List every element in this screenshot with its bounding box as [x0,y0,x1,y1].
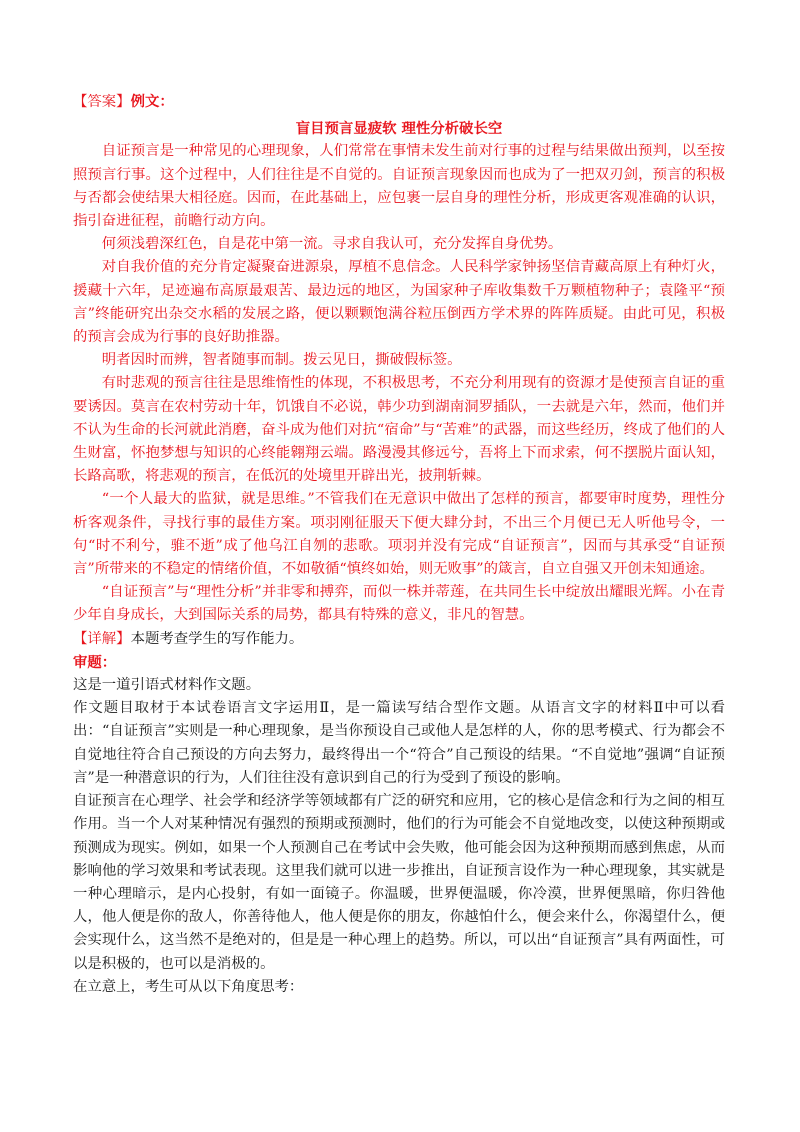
essay-paragraph: “一个人最大的监狱，就是思维。”不管我们在无意识中做出了怎样的预言，都要审时度势，理性分析客观条件，寻找行事的最佳方案。项羽刚征服天下便大肆分封，不出三个月便已无人听他号令，一句“时不利兮，骓不逝”成了他乌江自刎的悲歌。项羽并没有完成“自证预言”，因而与其承受“自证预言”所带来的不稳定的情绪价值，不如敬循“慎终如始，则无败事”的箴言，自立自强又开创未知通途。 [73,491,725,578]
analysis-paragraph: 在立意上，考生可从以下角度思考： [73,978,304,995]
document-page [73,90,725,999]
analysis-paragraph: 这是一道引语式材料作文题。 [73,677,261,694]
analysis-paragraph: 自证预言在心理学、社会学和经济学等领域都有广泛的研究和应用，它的核心是信念和行为之间的相互作用。当一个人对某种情况有强烈的预期或预测时，他们的行为可能会不自觉地改变，以使这种预期或预测成为现实。例如，如果一个人预测自己在考试中会失败，他可能会因为这种预期而感到焦虑，从而影响他的学习效果和考试表现。这里我们就可以进一步推出，自证预言设作为一种心理现象，其实就是一种心理暗示，是内心投射，有如一面镜子。你温暖，世界便温暖，你冷漠，世界便黑暗，你归咎他人，他人便是你的敌人，你善待他人，他人便是你的朋友，你越怕什么，便会来什么，你渴望什么，便会实现什么，这当然不是绝对的，但是是一种心理上的趋势。所以，可以出“自证预言”具有两面性，可以是积极的，也可以是消极的。 [73,793,725,972]
analysis-body [73,674,725,999]
detail-label: 【详解】 [73,630,131,647]
review-heading: 审题： [73,653,117,671]
analysis-paragraph: 作文题目取材于本试卷语言文字运用Ⅱ，是一篇读写结合型作文题。从语言文字的材料Ⅱ中可以看出：“自证预言”实则是一种心理现象，是当你预设自己或他人是怎样的人，你的思考模式、行为都会不自觉地往符合自己预设的方向去努力，最终得出一个“符合”自己预设的结果。“不自觉地”强调“自证预言”是一种潜意识的行为，人们往往没有意识到自己的行为受到了预设的影响。 [73,700,725,786]
essay-title: 盲目预言显疲软 理性分析破长空 [295,120,503,138]
essay-paragraph: “自证预言”与“理性分析”并非零和搏弈，而似一株并蒂莲，在共同生长中绽放出耀眼光辉。小在青少年自身成长，大到国际关系的局势，都具有特殊的意义，非凡的智慧。 [73,584,725,624]
essay-paragraph: 对自我价值的充分肯定凝聚奋进源泉，厚植不息信念。人民科学家钟扬坚信青藏高原上有种灯火，援藏十六年，足迹遍布高原最艰苦、最边远的地区，为国家种子库收集数千万颗植物种子；袁隆平“预言”终能研究出杂交水稻的发展之路，便以颗颗饱满谷粒压倒西方学术界的阵阵质疑。由此可见，积极的预言会成为行事的良好助推器。 [73,259,725,346]
essay-paragraph: 自证预言是一种常见的心理现象，人们常常在事情未发生前对行事的过程与结果做出预判，以至按照预言行事。这个过程中，人们往往是不自觉的。自证预言现象因而也成为了一把双刃剑，预言的积极与否都会使结果大相径庭。因而，在此基础上，应包裹一层自身的理性分析，形成更客观准确的认识，指引奋进征程，前瞻行动方向。 [73,143,725,230]
detail-line [73,628,725,651]
detail-text: 本题考查学生的写作能力。 [130,630,304,647]
answer-label: 【答案】 [73,94,131,110]
essay-body [73,140,725,627]
essay-paragraph: 明者因时而辨，智者随事而制。拨云见日，撕破假标签。 [101,352,462,369]
answer-tag: 例文： [130,93,174,110]
essay-paragraph: 何须浅碧深红色，自是花中第一流。寻求自我认可，充分发挥自身优势。 [101,236,563,253]
answer-line [73,90,725,114]
essay-paragraph: 有时悲观的预言往往是思维惰性的体现，不积极思考，不充分利用现有的资源才是使预言自证的重要诱因。莫言在农村劳动十年，饥饿自不必说，韩少功到湖南洞罗插队，一去就是六年，然而，他们并不认为生命的长河就此消磨，奋斗成为他们对抗“宿命”与“苦难”的武器，而这些经历，终成了他们的人生财富，怀抱梦想与知识的心终能翱翔云端。路漫漫其修远兮，吾将上下而求索，何不摆脱片面认知，长路高歌，将悲观的预言，在低沉的处境里开辟出光，披荆斩棘。 [73,375,725,485]
